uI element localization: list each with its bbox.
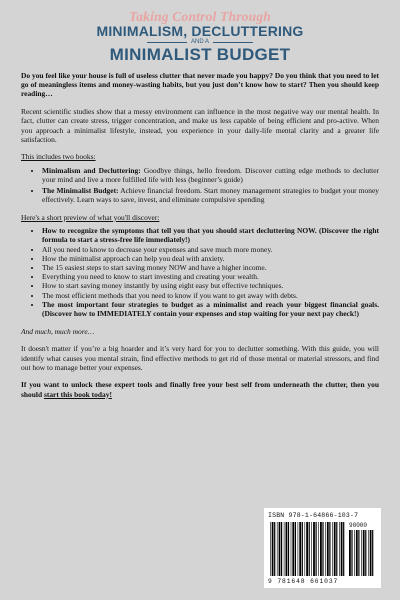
barcode-stripe	[309, 522, 310, 576]
preview-list	[21, 226, 379, 318]
studies-paragraph: Recent scientific studies show that a messy environment can influence in the most negative way our mental health. In fact, clutter can create stress, trigger concentration, and make us less capable of being efficient and pro-active. When you approach a minimalist lifestyle, instead, you experience in your daily-life mental clarity and a greater life satisfaction.	[21, 107, 379, 144]
barcode-stripe	[274, 522, 275, 576]
list-item: • How the minimalist approach can help you deal with anxiety.	[42, 254, 379, 263]
book-description: Goodbye things, hello freedom. Discover cutting edge methods to declutter your mind and live a more fulfilled life with less (beginner’s guide)	[42, 165, 379, 184]
barcode-stripe	[316, 522, 317, 576]
barcode-stripe	[318, 522, 319, 576]
barcode-stripe	[341, 522, 343, 576]
barcode-stripe	[372, 530, 373, 576]
divider	[147, 42, 187, 43]
barcode-stripe	[322, 522, 323, 576]
barcode-stripe	[354, 530, 355, 576]
cover-title	[0, 0, 400, 71]
intro-paragraph: Do you feel like your house is full of useless clutter that never made you happy? Do you think that you need to let go of meaningless items and money-wasting habits, but you just don’t know how to start? Then you should keep reading…	[21, 71, 379, 99]
barcode-stripe	[311, 522, 312, 576]
list-item	[42, 166, 379, 184]
barcode-bars	[270, 522, 346, 576]
barcode-stripe	[343, 522, 344, 576]
barcode-stripe	[281, 522, 282, 576]
closing-text: If you want to unlock these expert tools and finally free your best self from underneath the clutter, then you should	[21, 380, 379, 399]
barcode-digits: 9 781648 661037	[268, 578, 339, 585]
list-item: • Everything you need to know to start investing and creating your wealth.	[42, 272, 379, 281]
barcode-stripe	[356, 530, 358, 576]
barcode-stripe	[334, 522, 336, 576]
barcode-stripe	[358, 530, 359, 576]
barcode-stripe	[313, 522, 315, 576]
preview-heading: Here's a short preview of what you'll discover:	[21, 212, 160, 222]
list-item	[42, 186, 379, 204]
more-text: And much, much more…	[21, 326, 95, 336]
barcode-stripe	[329, 522, 330, 576]
barcode-stripe	[332, 522, 333, 576]
list-item: • How to start saving money instantly by using eight easy but effective techniques.	[42, 281, 379, 290]
barcode-stripe	[327, 522, 329, 576]
barcode-stripe	[336, 522, 337, 576]
barcode-stripe	[305, 522, 306, 576]
barcode-stripe	[295, 522, 296, 576]
barcode-stripe	[339, 522, 340, 576]
list-item: • The most important four strategies to budget as a minimalist and reach your biggest financial goals. (Discover how to IMMEDIATELY contain your expenses and stop waiting for your next pay check!)	[42, 300, 379, 318]
barcode-stripe	[368, 530, 369, 576]
barcode-stripe	[272, 522, 274, 576]
barcode-stripe	[288, 522, 289, 576]
barcode-stripe	[325, 522, 326, 576]
barcode-stripe	[320, 522, 322, 576]
book-description: Achieve financial freedom. Start money management strategies to budget your money effectively. Learn ways to save, invest, and eliminate compulsive spending	[42, 186, 379, 205]
barcode-stripe	[302, 522, 303, 576]
barcode-stripe	[299, 522, 301, 576]
addon-number: 90000	[349, 522, 368, 529]
divider	[213, 42, 253, 43]
title-top: Taking Control Through	[129, 9, 271, 24]
barcode-stripe	[363, 530, 365, 576]
barcode	[264, 508, 381, 588]
list-item: • The most efficient methods that you need to know if you want to get away with debts.	[42, 291, 379, 300]
barcode-stripe	[361, 530, 362, 576]
barcode-stripe	[291, 522, 292, 576]
list-item: • The 15 easiest steps to start saving money NOW and have a higher income.	[42, 263, 379, 272]
book-name: Minimalism and Decluttering:	[42, 165, 141, 175]
list-item: • How to recognize the symptoms that tell you that you should start decluttering NOW. (Discover the right formula to start a stress-free life immediately!)	[42, 226, 379, 244]
closing-link: start this book today!	[43, 389, 112, 399]
barcode-stripe	[351, 530, 352, 576]
barcode-stripe	[292, 522, 294, 576]
barcode-stripe	[298, 522, 299, 576]
barcode-stripe	[284, 522, 285, 576]
barcode-stripe	[279, 522, 281, 576]
book-name: The Minimalist Budget:	[42, 186, 119, 196]
barcode-stripe	[277, 522, 278, 576]
barcode-stripe	[370, 530, 372, 576]
barcode-stripe	[349, 530, 351, 576]
hoarder-paragraph: It doesn't matter if you’re a big hoarder and it’s very hard for you to declutter something. With this guide, you will identify what causes you mental strain, find effective methods to get rid of those mental or material stressors, and find out how to manage better your expenses.	[21, 344, 379, 372]
closing-paragraph	[21, 380, 379, 398]
title-and: AND A	[190, 39, 209, 45]
barcode-stripe	[365, 530, 366, 576]
books-list	[21, 166, 379, 205]
title-bottom: MINIMALIST BUDGET	[109, 45, 291, 64]
isbn-number: ISBN 978-1-64866-103-7	[268, 512, 359, 519]
books-heading: This includes two books:	[21, 152, 96, 162]
title-mid: MINIMALISM, DECLUTTERING	[96, 23, 304, 39]
addon-bars	[349, 530, 375, 576]
barcode-stripe	[286, 522, 288, 576]
barcode-stripe	[270, 522, 271, 576]
list-item: • All you need to know to decrease your expenses and save much more money.	[42, 245, 379, 254]
barcode-stripe	[306, 522, 308, 576]
back-cover-text	[21, 71, 379, 407]
